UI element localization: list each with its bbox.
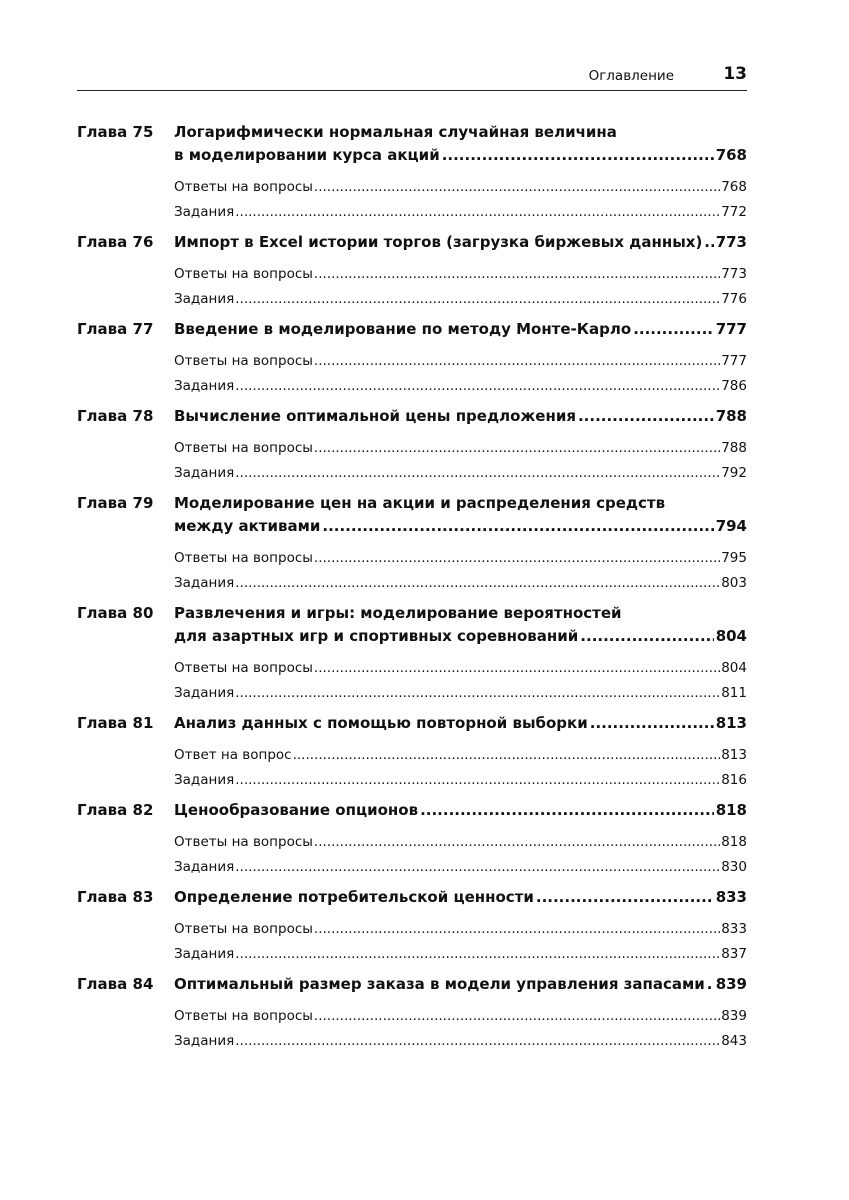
section-page-number: 839 xyxy=(721,1008,747,1024)
chapter-page-number[interactable]: 813 xyxy=(715,714,747,732)
dot-leader xyxy=(578,405,714,428)
chapter-title-line xyxy=(77,121,747,144)
chapter-label: Глава 75 xyxy=(77,123,154,141)
chapter-title[interactable]: Вычисление оптимальной цены предложения xyxy=(174,407,576,425)
section-page-number: 816 xyxy=(721,772,747,788)
chapter-page-number[interactable]: 839 xyxy=(715,975,747,993)
section-title: Ответы на вопросы xyxy=(174,834,313,850)
section-list xyxy=(77,830,747,880)
section-page-number: 795 xyxy=(721,550,747,566)
section-title: Задания xyxy=(174,378,235,394)
section-page-number: 811 xyxy=(721,685,747,701)
dot-leader xyxy=(235,287,720,312)
section-title: Задания xyxy=(174,946,235,962)
section-list xyxy=(77,1004,747,1054)
dot-leader xyxy=(420,799,714,822)
section-page-number: 777 xyxy=(721,353,747,369)
chapter-title-line xyxy=(77,602,747,625)
dot-leader xyxy=(536,886,714,909)
chapter-title[interactable]: Импорт в Excel истории торгов (загрузка биржевых данных) xyxy=(174,233,703,251)
chapter-label: Глава 84 xyxy=(77,975,154,993)
section-page-number: 818 xyxy=(721,834,747,850)
chapter-label: Глава 80 xyxy=(77,604,154,622)
running-title: Оглавление xyxy=(588,68,674,84)
toc-chapter xyxy=(77,886,747,967)
table-of-contents xyxy=(77,121,747,1060)
section-title: Задания xyxy=(174,685,235,701)
section-page-number: 813 xyxy=(721,747,747,763)
chapter-title[interactable]: для азартных игр и спортивных соревнований xyxy=(174,627,579,645)
dot-leader xyxy=(633,318,714,341)
dot-leader xyxy=(707,973,714,996)
section-title: Задания xyxy=(174,204,235,220)
dot-leader xyxy=(314,917,720,942)
chapter-page-number[interactable]: 768 xyxy=(715,146,747,164)
chapter-page-number[interactable]: 777 xyxy=(715,320,747,338)
section-page-number: 788 xyxy=(721,440,747,456)
chapter-label: Глава 83 xyxy=(77,888,154,906)
chapter-page-number[interactable]: 804 xyxy=(715,627,747,645)
section-page-number: 786 xyxy=(721,378,747,394)
section-title: Задания xyxy=(174,575,235,591)
section-page-number: 843 xyxy=(721,1033,747,1049)
section-page-number: 773 xyxy=(721,266,747,282)
toc-section-entry[interactable] xyxy=(174,942,747,967)
chapter-title-line xyxy=(77,515,747,538)
chapter-title[interactable]: Введение в моделирование по методу Монте-Карло xyxy=(174,320,632,338)
section-page-number: 804 xyxy=(721,660,747,676)
dot-leader xyxy=(314,830,720,855)
chapter-title-line xyxy=(77,799,747,822)
dot-leader xyxy=(314,349,720,374)
dot-leader xyxy=(442,144,714,167)
chapter-label: Глава 82 xyxy=(77,801,154,819)
chapter-label: Глава 78 xyxy=(77,407,154,425)
toc-section-entry[interactable] xyxy=(174,461,747,486)
dot-leader xyxy=(314,175,720,200)
dot-leader xyxy=(580,625,713,648)
chapter-title-line xyxy=(77,625,747,648)
section-list xyxy=(77,546,747,596)
section-title: Ответы на вопросы xyxy=(174,353,313,369)
section-title: Ответы на вопросы xyxy=(174,1008,313,1024)
section-title: Ответы на вопросы xyxy=(174,660,313,676)
toc-section-entry[interactable] xyxy=(174,768,747,793)
toc-chapter xyxy=(77,602,747,706)
dot-leader xyxy=(314,436,720,461)
section-list xyxy=(77,917,747,967)
chapter-title[interactable]: Определение потребительской ценности xyxy=(174,888,534,906)
dot-leader xyxy=(235,461,720,486)
chapter-title[interactable]: Моделирование цен на акции и распределения средств xyxy=(174,494,666,512)
chapter-title[interactable]: Развлечения и игры: моделирование вероятностей xyxy=(174,604,622,622)
chapter-title-line xyxy=(77,318,747,341)
toc-section-entry[interactable] xyxy=(174,855,747,880)
dot-leader xyxy=(590,712,714,735)
section-title: Ответы на вопросы xyxy=(174,550,313,566)
dot-leader xyxy=(235,571,720,596)
dot-leader xyxy=(322,515,713,538)
section-page-number: 772 xyxy=(721,204,747,220)
toc-section-entry[interactable] xyxy=(174,175,747,200)
section-page-number: 792 xyxy=(721,465,747,481)
toc-section-entry[interactable] xyxy=(174,681,747,706)
chapter-title[interactable]: Оптимальный размер заказа в модели управления запасами xyxy=(174,975,705,993)
section-list xyxy=(77,743,747,793)
toc-chapter xyxy=(77,405,747,486)
toc-section-entry[interactable] xyxy=(174,1029,747,1054)
chapter-title[interactable]: Ценообразование опционов xyxy=(174,801,419,819)
toc-section-entry[interactable] xyxy=(174,349,747,374)
dot-leader xyxy=(293,743,721,768)
chapter-title[interactable]: Анализ данных с помощью повторной выборки xyxy=(174,714,588,732)
section-list xyxy=(77,262,747,312)
section-title: Задания xyxy=(174,859,235,875)
chapter-title-line xyxy=(77,712,747,735)
chapter-page-number[interactable]: 818 xyxy=(715,801,747,819)
section-list xyxy=(77,349,747,399)
toc-section-entry[interactable] xyxy=(174,436,747,461)
section-title: Ответы на вопросы xyxy=(174,440,313,456)
chapter-title-line xyxy=(77,973,747,996)
toc-chapter xyxy=(77,318,747,399)
dot-leader xyxy=(235,200,720,225)
section-list xyxy=(77,656,747,706)
chapter-title[interactable]: Логарифмически нормальная случайная величина xyxy=(174,123,617,141)
section-page-number: 776 xyxy=(721,291,747,307)
toc-section-entry[interactable] xyxy=(174,743,747,768)
toc-section-entry[interactable] xyxy=(174,262,747,287)
chapter-page-number[interactable]: 773 xyxy=(715,233,747,251)
chapter-title-line xyxy=(77,492,747,515)
section-title: Ответ на вопрос xyxy=(174,747,292,763)
section-page-number: 768 xyxy=(721,179,747,195)
dot-leader xyxy=(235,768,720,793)
section-title: Задания xyxy=(174,1033,235,1049)
dot-leader xyxy=(235,942,720,967)
dot-leader xyxy=(314,546,720,571)
section-page-number: 803 xyxy=(721,575,747,591)
toc-chapter xyxy=(77,712,747,793)
chapter-title-line xyxy=(77,886,747,909)
section-page-number: 830 xyxy=(721,859,747,875)
section-page-number: 837 xyxy=(721,946,747,962)
dot-leader xyxy=(314,656,720,681)
dot-leader xyxy=(314,262,720,287)
chapter-page-number[interactable]: 794 xyxy=(715,517,747,535)
dot-leader xyxy=(704,231,713,254)
dot-leader xyxy=(235,374,720,399)
dot-leader xyxy=(314,1004,720,1029)
section-title: Задания xyxy=(174,465,235,481)
section-title: Ответы на вопросы xyxy=(174,266,313,282)
chapter-title-line xyxy=(77,231,747,254)
section-title: Ответы на вопросы xyxy=(174,921,313,937)
toc-chapter xyxy=(77,492,747,596)
toc-section-entry[interactable] xyxy=(174,1004,747,1029)
toc-section-entry[interactable] xyxy=(174,287,747,312)
toc-section-entry[interactable] xyxy=(174,546,747,571)
chapter-title-line xyxy=(77,405,747,428)
dot-leader xyxy=(235,855,720,880)
dot-leader xyxy=(235,681,720,706)
toc-section-entry[interactable] xyxy=(174,374,747,399)
toc-chapter xyxy=(77,799,747,880)
chapter-title[interactable]: в моделировании курса акций xyxy=(174,146,440,164)
chapter-page-number[interactable]: 788 xyxy=(715,407,747,425)
chapter-page-number[interactable]: 833 xyxy=(715,888,747,906)
chapter-title-line xyxy=(77,144,747,167)
section-list xyxy=(77,436,747,486)
chapter-label: Глава 81 xyxy=(77,714,154,732)
section-list xyxy=(77,175,747,225)
chapter-label: Глава 77 xyxy=(77,320,154,338)
section-title: Задания xyxy=(174,772,235,788)
toc-section-entry[interactable] xyxy=(174,571,747,596)
toc-chapter xyxy=(77,973,747,1054)
toc-section-entry[interactable] xyxy=(174,830,747,855)
running-header xyxy=(77,64,747,91)
toc-section-entry[interactable] xyxy=(174,200,747,225)
chapter-title[interactable]: между активами xyxy=(174,517,321,535)
toc-chapter xyxy=(77,231,747,312)
page-number: 13 xyxy=(723,64,747,84)
chapter-label: Глава 79 xyxy=(77,494,154,512)
toc-section-entry[interactable] xyxy=(174,917,747,942)
toc-section-entry[interactable] xyxy=(174,656,747,681)
section-title: Задания xyxy=(174,291,235,307)
section-page-number: 833 xyxy=(721,921,747,937)
dot-leader xyxy=(235,1029,720,1054)
chapter-label: Глава 76 xyxy=(77,233,154,251)
section-title: Ответы на вопросы xyxy=(174,179,313,195)
toc-chapter xyxy=(77,121,747,225)
